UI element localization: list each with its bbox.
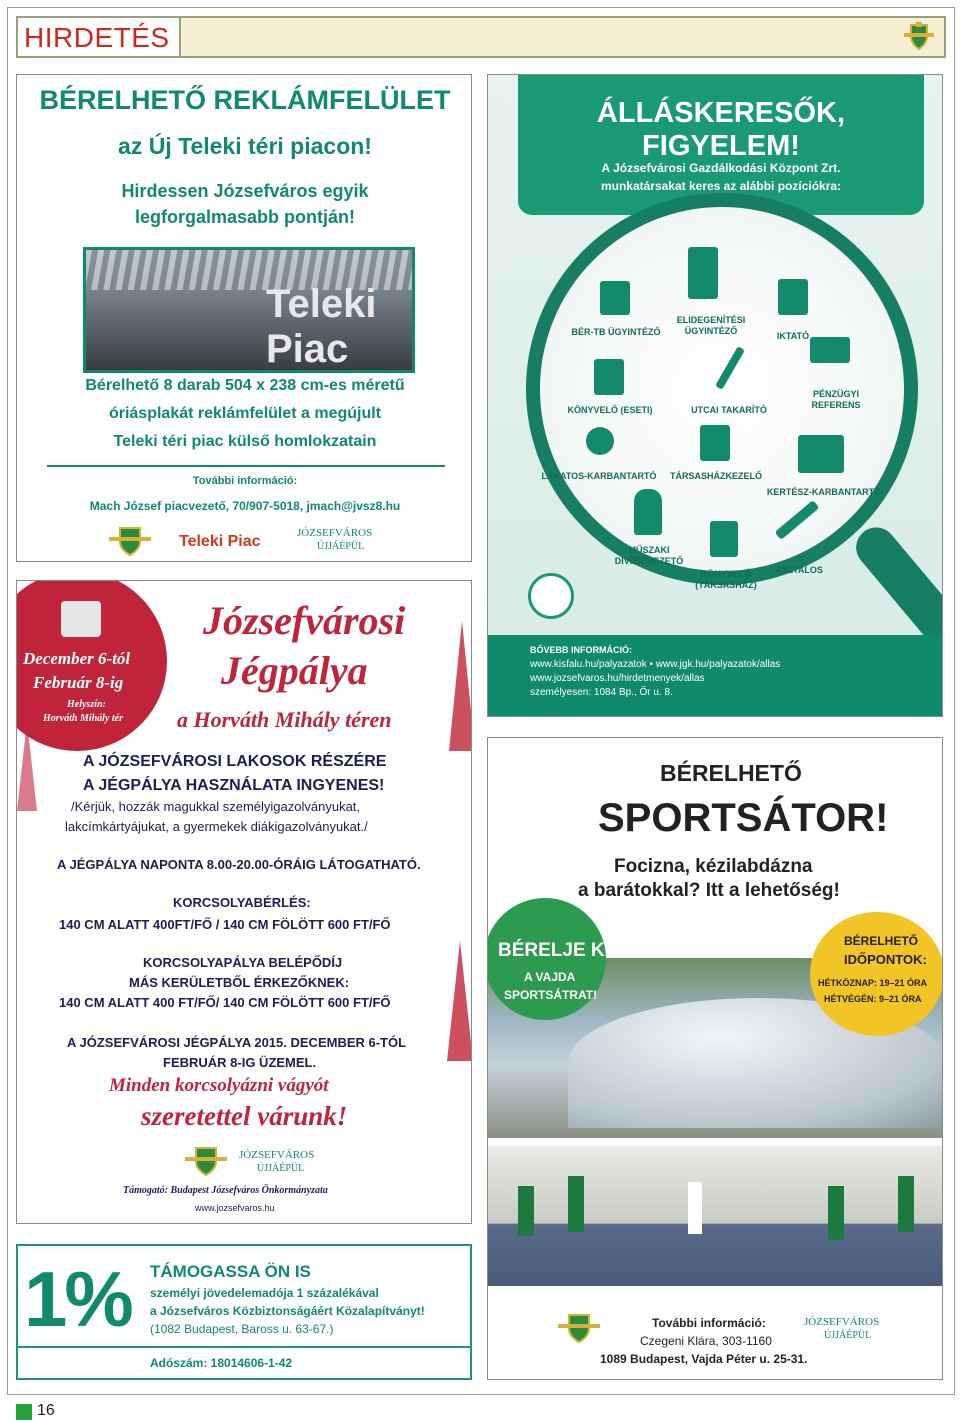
ad-sportsator <box>487 737 943 1380</box>
position-label: KERTÉSZ-KARBANTARTÓ <box>766 487 882 497</box>
line-6: KORCSOLYABÉRLÉS: <box>173 895 311 910</box>
ad-body-3: Teleki téri piac külső homlokzatain <box>113 433 377 450</box>
ad-title-2: Jégpálya <box>221 648 368 693</box>
position-label: MŰSZAKI DIVÍZIÓVEZETŐ <box>614 545 684 566</box>
player <box>688 1182 702 1234</box>
line-3: /Kérjük, hozzák magukkal személyigazolványukat, <box>71 799 361 814</box>
info-text: Mach József piacvezető, 70/907-5018, jmach@jvsz8.hu <box>89 499 401 513</box>
line-2: A JÉGPÁLYA HASZNÁLATA INGYENES! <box>83 777 385 794</box>
coat-of-arms-icon <box>183 1145 229 1177</box>
info-line-1: www.kisfalu.hu/palyazatok • www.jgk.hu/palyazatok/allas <box>530 659 781 670</box>
ledger-icon <box>594 359 624 395</box>
jozsefvaros-logo-bottom: ÚJJÁÉPÜL <box>257 1163 305 1174</box>
court-photo <box>488 1146 943 1286</box>
ad-line-2: a Józsefváros Közbiztonságáért Közalapítványt! <box>150 1304 425 1318</box>
building-icon <box>688 247 718 299</box>
line-12: FEBRUÁR 8-IG ÜZEMEL. <box>163 1055 317 1070</box>
position-label: PÉNZÜGYI REFERENS <box>811 389 861 410</box>
player <box>518 1186 534 1236</box>
line-4: lakcímkártyájukat, a gyermekek diákigazolványukat./ <box>65 819 368 834</box>
ad-title-1: Józsefvárosi <box>203 598 406 643</box>
position-label: ASZTALOS <box>775 565 823 575</box>
position-label: IKTATÓ <box>776 331 810 341</box>
teleki-piac-logo: Teleki Piac <box>179 533 279 553</box>
tree-decoration <box>449 621 472 751</box>
one-percent-mark: 1% <box>24 1255 131 1343</box>
line-8: KORCSOLYAPÁLYA BELÉPŐDÍJ <box>143 955 343 970</box>
ad-jegpalya <box>16 580 472 1224</box>
coat-of-arms-icon <box>107 525 153 557</box>
ad-title-1: BÉRELHETŐ <box>660 760 802 786</box>
line-7: 140 CM ALATT 400FT/FŐ / 140 CM FÖLÖTT 600 FT/FŐ <box>59 917 391 932</box>
position-label: TÁRSASHÁZKEZELŐ <box>670 471 762 481</box>
jozsefvaros-logo-top: JÓZSEFVÁROS <box>804 1316 880 1328</box>
line-9: MÁS KERÜLETBŐL ÉRKEZŐKNEK: <box>129 975 350 990</box>
ad-subtitle: az Új Teleki téri piacon! <box>118 133 372 159</box>
ad-title-2: SPORTSÁTOR! <box>598 796 889 840</box>
jozsefvaros-logo-top: JÓZSEFVÁROS <box>239 1149 315 1161</box>
info-title: BŐVEBB INFORMÁCIÓ: <box>530 645 632 655</box>
company-logo <box>528 573 574 619</box>
green-badge-line-1: BÉRELJE KI <box>498 940 610 961</box>
line-1: A JÓZSEFVÁROSI LAKOSOK RÉSZÉRE <box>83 753 387 770</box>
money-icon <box>810 337 850 363</box>
position-label: LAKATOS-KARBANTARTÓ <box>541 471 657 481</box>
ad-subtitle-1: Focizna, kézilabdázna <box>614 856 813 877</box>
coat-of-arms-icon <box>902 21 936 53</box>
line-11: A JÓZSEFVÁROSI JÉGPÁLYA 2015. DECEMBER 6-TÓL <box>67 1035 407 1050</box>
info-line-2: 1089 Budapest, Vajda Péter u. 25-31. <box>600 1352 808 1366</box>
ad-allaskeresok <box>487 74 943 717</box>
badge-line-4: Horváth Mihály tér <box>43 713 124 724</box>
position-label: KÖNYVELŐ (TÁRSASHÁZ) <box>695 569 757 590</box>
player <box>568 1176 584 1232</box>
line-5: A JÉGPÁLYA NAPONTA 8.00-20.00-ÓRÁIG LÁTOGATHATÓ. <box>57 857 421 872</box>
ad-subtitle-1: A Józsefvárosi Gazdálkodási Központ Zrt. <box>601 161 841 175</box>
line-13: Minden korcsolyázni vágyót <box>109 1075 329 1096</box>
tax-number: Adószám: 18014606-1-42 <box>150 1356 293 1370</box>
section-header <box>16 16 946 58</box>
photo-sign: Teleki Piac <box>266 282 377 371</box>
green-badge-line-3: SPORTSÁTRAT! <box>504 988 598 1002</box>
skates-icon <box>61 601 101 637</box>
engineer-icon <box>634 489 662 535</box>
info-title: További információ: <box>192 475 298 487</box>
line-14: szeretettel várunk! <box>141 1101 348 1131</box>
jozsefvaros-logo-bottom: ÚJJÁÉPÜL <box>317 541 365 552</box>
ad-subtitle-2: a barátokkal? Itt a lehetőség! <box>578 880 840 901</box>
ledger-pen-icon <box>710 521 738 557</box>
divider <box>47 465 445 467</box>
jozsefvaros-logo-bottom: ÚJJÁÉPÜL <box>824 1330 872 1341</box>
page-marker <box>16 1404 32 1420</box>
line-10: 140 CM ALATT 400 FT/FŐ/ 140 CM FÖLÖTT 600 FT/FŐ <box>59 995 391 1010</box>
ad-title: TÁMOGASSA ÖN IS <box>150 1262 311 1281</box>
gear-wrench-icon <box>586 427 614 455</box>
ad-line-3: (1082 Budapest, Baross u. 63-67.) <box>150 1322 334 1336</box>
page-number: 16 <box>37 1402 55 1419</box>
apartment-icon <box>700 425 730 461</box>
player <box>898 1176 914 1232</box>
player <box>828 1186 844 1240</box>
yellow-badge-line-4: HÉTVÉGÉN: 9–21 ÓRA <box>824 994 922 1004</box>
info-title: További információ: <box>652 1316 766 1330</box>
market-photo <box>83 247 415 373</box>
ad-teleki-piac <box>16 74 472 562</box>
position-label: UTCAI TAKARÍTÓ <box>691 405 767 415</box>
ad-title: BÉRELHETŐ REKLÁMFELÜLET <box>39 85 451 115</box>
section-title: HIRDETÉS <box>18 18 181 56</box>
ad-body-2: óriásplakát reklámfelület a megújult <box>108 405 382 422</box>
info-line-2: www.jozsefvaros.hu/hirdetmenyek/allas <box>530 673 705 684</box>
position-label: ELIDEGENÍTÉSI ÜGYINTÉZŐ <box>676 315 746 336</box>
ad-line-1: személyi jövedelemadója 1 százalékával <box>150 1286 379 1300</box>
ad-title: ÁLLÁSKERESŐK, FIGYELEM! <box>596 97 846 162</box>
ad-tagline-1: Hirdessen Józsefváros egyik <box>121 181 369 201</box>
web-line: www.jozsefvaros.hu <box>195 1203 275 1213</box>
yellow-badge-line-1: BÉRELHETŐ <box>844 934 919 948</box>
document-check-icon <box>600 281 630 315</box>
badge-line-2: Február 8-ig <box>33 673 124 692</box>
divider <box>18 1346 470 1348</box>
ad-tagline-2: legforgalmasabb pontján! <box>134 207 356 227</box>
ad-title-3: a Horváth Mihály téren <box>177 707 392 732</box>
tree-decoration <box>447 941 472 1061</box>
ad-subtitle-2: munkatársakat keres az alábbi pozíciókra: <box>600 179 842 193</box>
coat-of-arms-icon <box>556 1312 602 1344</box>
jozsefvaros-logo-top: JÓZSEFVÁROS <box>297 527 373 539</box>
support-line: Támogató: Budapest Józsefváros Önkormányzata <box>123 1185 328 1196</box>
ad-1-szazalek <box>16 1244 472 1380</box>
ad-body-1: Bérelhető 8 darab 504 x 238 cm-es méretű <box>85 377 405 394</box>
position-label: KÖNYVELŐ (ESETI) <box>567 405 653 415</box>
files-icon <box>778 279 808 315</box>
info-line-3: személyesen: 1084 Bp., Őr u. 8. <box>530 687 673 698</box>
badge-line-3: Helyszín: <box>67 699 106 710</box>
garden-tools-icon <box>798 435 844 473</box>
position-label: BÉR-TB ÜGYINTÉZŐ <box>571 327 661 337</box>
yellow-badge-line-3: HÉTKÖZNAP: 19–21 ÓRA <box>818 978 928 988</box>
badge-line-1: December 6-tól <box>23 649 131 668</box>
green-badge-line-2: A VAJDA <box>524 970 576 984</box>
info-line-1: Czegeni Klára, 303-1160 <box>640 1334 772 1348</box>
yellow-badge-line-2: IDŐPONTOK: <box>844 952 927 967</box>
yellow-badge <box>810 912 943 1036</box>
